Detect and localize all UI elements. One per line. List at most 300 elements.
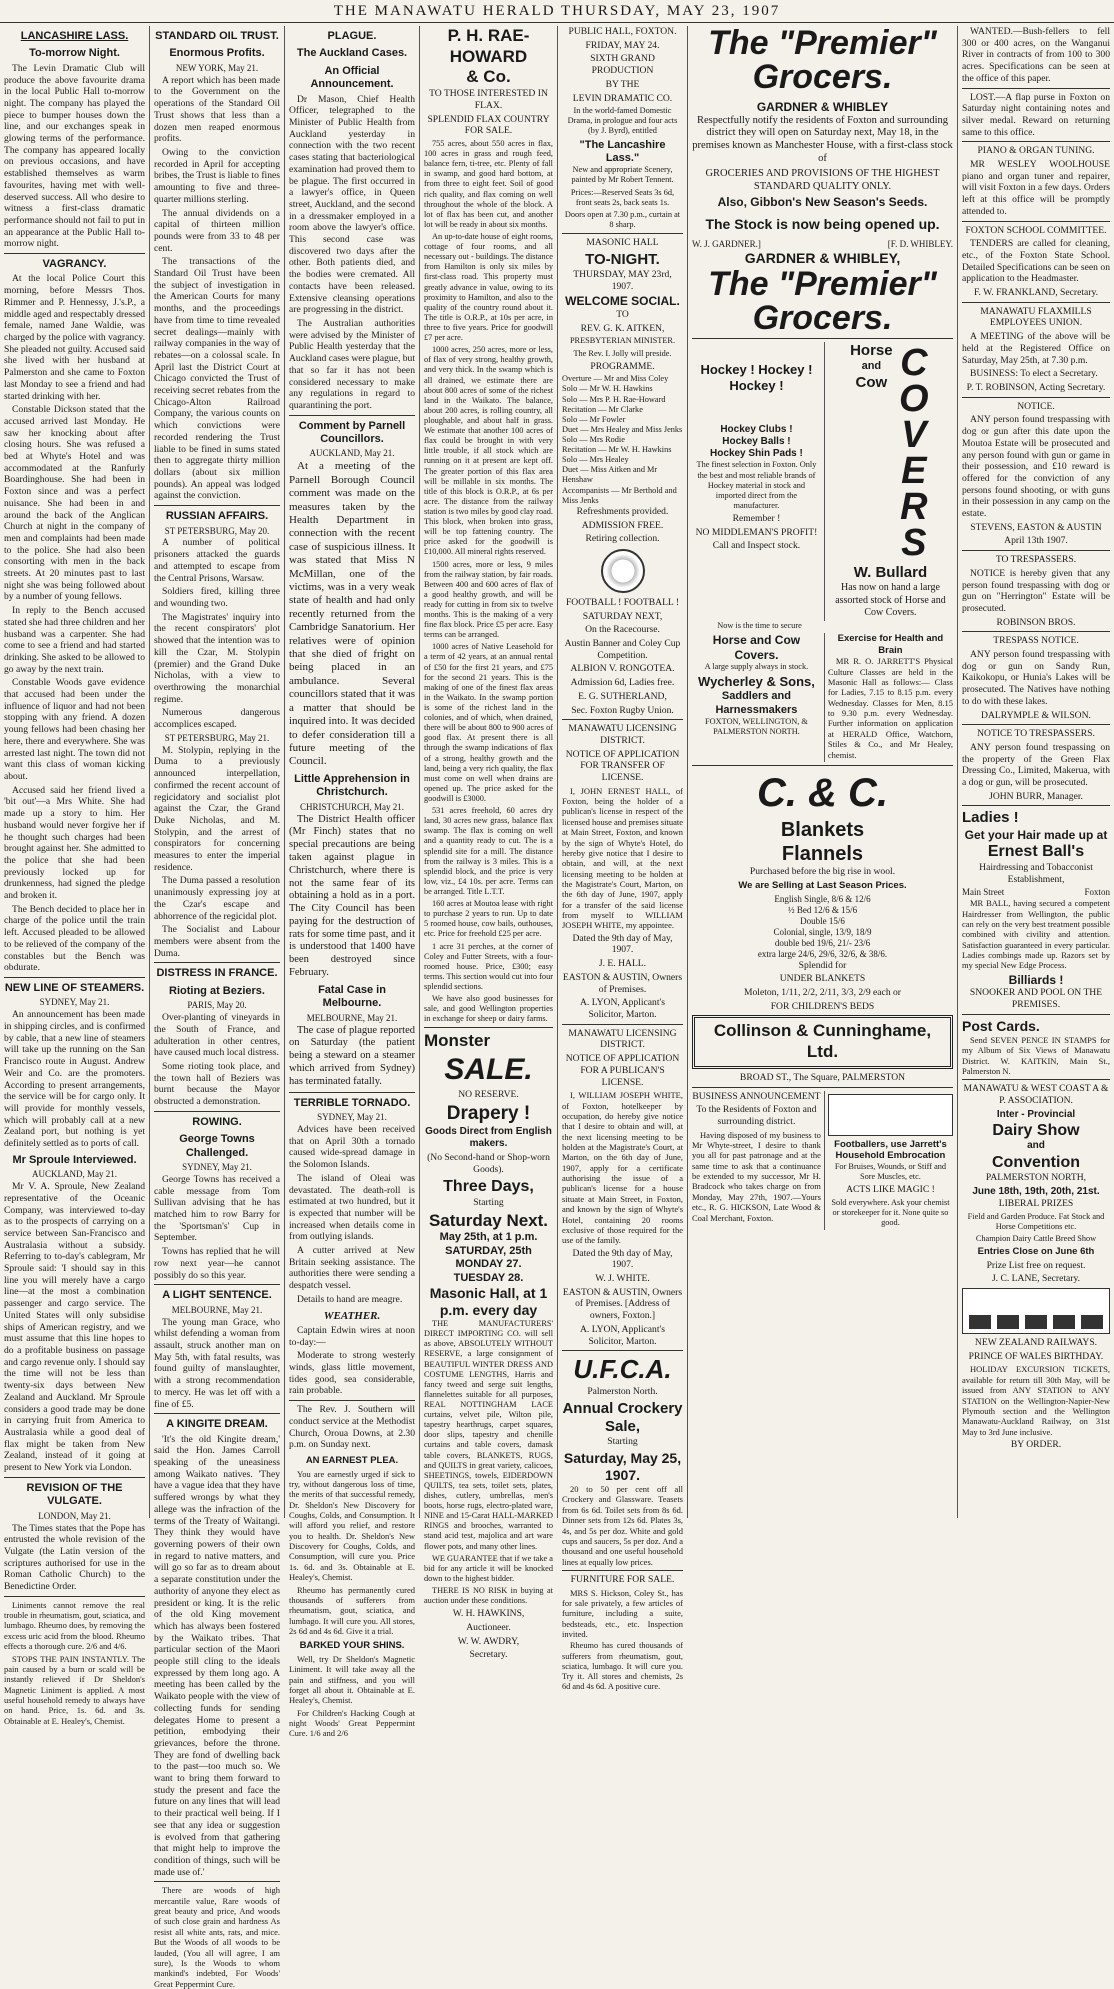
ad-text: FOOTBALL ! FOOTBALL ! [565, 596, 680, 608]
headline-tornado: TERRIBLE TORNADO. [293, 1096, 411, 1109]
ad-text: Sec. Foxton Rugby Union. [571, 704, 674, 716]
ad-text: ANY person found trespassing on the property of the Green Flax Dressing Co., Limited, Makerua, with a dog or gun, will be prosecuted. [962, 741, 1110, 789]
ad-text: EASTON & AUSTIN, Owners of Premises. [562, 971, 683, 995]
ad-and: and [861, 360, 882, 373]
ad-text: Liniments cannot remove the real trouble in rheumatism, gout, sciatica, and lumbago. Rheumo does, by removing the excess uric acid from the blood. Rheumo effects a thorough cure. 2/6 and 4/6. [4, 1599, 145, 1652]
ad-text: NO RESERVE. [458, 1088, 519, 1100]
divider [692, 765, 953, 766]
article-text: The Bench decided to place her in charge of the police until the train left. Accused pleaded to be allowed to be relieved of the company of the constables but the Bench was obdurate. [4, 903, 145, 974]
dateline: SYDNEY, May 21. [317, 1112, 387, 1123]
ad-satnext: Saturday Next. [428, 1210, 549, 1230]
divider [962, 221, 1110, 222]
price-item: double bed 19/6, 21/- 23/6 [774, 937, 871, 948]
article-text: The case of plague reported on Saturday (the patient being a steward on a steamer which arrived from Sydney) has terminated fatally. [289, 1024, 415, 1087]
headline-russia: RUSSIAN AFFAIRS. [165, 510, 269, 523]
ad-clubs: Hockey Clubs ! [720, 423, 793, 435]
ad-text: Respectfully notify the residents of Foxton and surrounding district they will open on Saturday next, May 18, in the premises known as Manchester House, with a first-class stock of [692, 114, 953, 165]
price-list [692, 894, 953, 960]
article-text: The District Health officer (Mr Finch) states that no special precautions are being taken against plague in Christchurch, where there is not the same fear of its obtaining a hold as in a port. The City Council has been paying for the destruction of rats for some time past, and it is understood that 1400 have been destroyed since February. [289, 813, 415, 979]
ad-text: W. J. WHITE. [595, 1273, 650, 1285]
column-7 [958, 26, 1114, 1518]
ad-text: Austin Banner and Coley Cup Competition. [564, 638, 681, 661]
divider [962, 1079, 1110, 1080]
article-text: The island of Oleai was devastated. The death-roll is estimated at two hundred, but it is expected that number will be increased when details come in from outlying islands. [289, 1172, 415, 1243]
ad-text: Has now on hand a large assorted stock of Horse and Cow Covers. [835, 582, 946, 618]
ad-text: W. W. AWDRY, [457, 1635, 520, 1647]
subhead-auckland: The Auckland Cases. [296, 47, 408, 60]
ad-monster: Monster [424, 1031, 491, 1051]
ad-text: NOTICE TO TRESPASSERS. [977, 728, 1095, 740]
headline-plea: AN EARNEST PLEA. [305, 1455, 399, 1466]
ad-text: SNOOKER AND POOL ON THE PREMISES. [969, 987, 1103, 1011]
ad-text: We have also good businesses for sale, and good Wellington properties in exchange for sheep or dairy farms. [424, 994, 553, 1024]
ad-drapery: Drapery ! [446, 1103, 531, 1125]
headline-oil: STANDARD OIL TRUST. [155, 30, 279, 42]
ad-text: ACTS LIKE MAGIC ! [846, 1183, 935, 1195]
ad-postcards: Post Cards. [962, 1017, 1040, 1034]
article-text: Advices have been received that on April 30th a tornado caused wide-spread damage in the Solomon Islands. [289, 1124, 415, 1171]
ad-ladies: Ladies ! [962, 809, 1019, 827]
ad-text: STEVENS, EASTON & AUSTIN [970, 521, 1102, 533]
ad-text: FURNITURE FOR SALE. [570, 1573, 675, 1585]
article-text: The Australian authorities were advised by the Minister of Public Health yesterday that the Auckland cases were plague, but that so far it has not been considered necessary to make any regulations in regard to quarantining the port. [289, 317, 416, 411]
price-item: ½ Bed 12/6 & 15/6 [787, 904, 858, 915]
ad-text: Having disposed of my business to Mr Whyte-street, I desire to thank you all for past patronage and at the same time to ask that a continuance be extended to my successor, Mr H. Bradcock who takes charge on from Monday, May 27th, 1907.—Yours etc., R. G. HICKSON, Late Wood & Coal Merchant, Foxton. [692, 1129, 821, 1223]
article-text: The Magistrates' inquiry into the recent conspirators' plot showed that the intention was to kill the Czar, M. Stolypin (premier) and the Grand Duke Nicholas, with a view to overthrowing the monarchial regime. [154, 611, 280, 705]
article-text: Soldiers fired, killing three and wounding two. [154, 586, 280, 609]
proprietors [692, 239, 953, 250]
wycherley-exercise-row [692, 633, 953, 762]
ad-text: ALBION V. RONGOTEA. [570, 663, 675, 675]
ad-text: TO THOSE INTERESTED IN FLAX. [429, 88, 548, 111]
ad-text: FOR CHILDREN'S BEDS [770, 1000, 875, 1012]
article-text: An announcement has been made in shipping circles, and is confirmed by cable, that a new line of steamers will take up the running on the San Francisco route in August. Andrew Weir and Co. are the promoters. According to present arrangements, the service will be for cargo only. It will provide for monthly vessels, which will probably call at a new Zealand port, but nothing is yet definitely settled as to ports of call. [4, 1009, 145, 1150]
ad-text: A. LYON, Applicant's Solicitor, Marton. [580, 1323, 665, 1347]
ad-text: 755 acres, about 550 acres in flax, 100 acres in grass and rough feed, balance fern, ti-tree, etc. Plenty of fall in swamp, and good hard bottom, at from three to eight feet. Soil of good rich quality, and flax coming on well throughout the whole of the block. A lot of flax has been cut, and another lot will be ready in about six months. [424, 139, 553, 229]
article-text: At a meeting of the Parnell Borough Council comment was made on the measures taken by the Health Department in connection with the recent case of suspicious illness. It was stated that Miss N McMillan, one of the victims, was in a very weak state of health and had only recently returned from the Cambridge Sanatorium. Her relatives were of opinion that she died of fright on being placed in an ambulance. Several councillors stated that it was a matter that should be inquired into. It was decided to defer consideration till a future meeting of the Council. [289, 460, 415, 768]
programme-item: Duet — Mrs Healey and Miss Jenks [562, 424, 683, 434]
ad-gardner: GARDNER & WHIBLEY [756, 100, 889, 114]
ad-shins: Hockey Shin Pads ! [710, 448, 803, 460]
ad-balls: Hockey Balls ! [722, 436, 791, 448]
ad-grocers-title-2: Grocers. [752, 299, 893, 338]
ad-annual: Annual Crockery Sale, [562, 1399, 683, 1435]
hockey-ad [692, 342, 825, 621]
ad-text: 1500 acres, more or less, 9 miles from the railway station, by fair roads. Between 400 and 600 acres of flax of a good healthy growth, and will be ready for cutting in from six to twelve months. This is the making of a very fine flax block. Price £5 per acre. Easy terms can be arranged. [424, 559, 553, 640]
article-text: A number of political prisoners attacked the guards and attempted to escape from the Central Prisons, Warsaw. [154, 537, 280, 584]
programme-item: Solo — Mrs Rodie [562, 435, 625, 445]
divider [562, 233, 683, 234]
ad-text: I, WILLIAM JOSEPH WHITE, of Foxton, hotelkeeper by occupation, do hereby give notice that I desire to obtain and will, at the next licensing meeting to be holden at the Magistrate's Court, at Marton, on the 6th day of June, 1907, apply for a certificate authorising the issue of a publican's license for a house situate at Main Street, in Foxton, and known by the sign of Whyte's Hotel, containing 20 rooms exclusive of those required for the use of the family. [562, 1090, 683, 1246]
ad-hockey: Hockey ! Hockey ! [700, 362, 813, 378]
ad-cc: C. & C. [756, 770, 889, 815]
ad-footballers: Footballers, use Jarrett's Household Embrocation [834, 1138, 947, 1162]
article-text: The Duma passed a resolution unanimously expressing joy at the Czar's escape and abhorrence of the regicidal plot. [154, 875, 280, 922]
article-text: The Times states that the Pope has entrusted the whole revision of the Vulgate (the Latin version of the scriptures authorised for use in the Roman Catholic Church) to the Benedictine Order. [4, 1522, 145, 1593]
ad-text: PROGRAMME. [590, 360, 655, 372]
ad-ball: Ernest Ball's [987, 843, 1085, 861]
ad-flannels: Flannels [781, 843, 864, 866]
ad-text: ROBINSON BROS. [996, 616, 1076, 628]
ad-text: A. LYON, Applicant's Solicitor, Marton. [580, 997, 665, 1020]
divider [289, 1400, 415, 1401]
ad-text: Send SEVEN PENCE IN STAMPS for my Album of Six Views of Manawatu District. W. KAITKIN, Main St., Palmerston N. [962, 1034, 1110, 1076]
embrocation-ad [825, 1091, 953, 1230]
ad-masonic: Masonic Hall, at 1 p.m. every day [429, 1284, 548, 1319]
column-4 [420, 26, 558, 1661]
ad-bullard: W. Bullard [853, 564, 928, 582]
ad-text: Rheumo has permanently cured thousands of sufferers from rheumatism, gout, sciatica, and lumbago. It will cure you. All stores, 2s 6d and 4s 6d. Give it a trial. [289, 1584, 415, 1636]
ad-premier-title: The "Premier" [708, 24, 937, 62]
ad-text: April 13th 1907. [1004, 535, 1068, 547]
business-foot-row [692, 1091, 953, 1230]
ad-text: JOHN BURR, Manager. [989, 790, 1083, 802]
ad-text: (No Second-hand or Shop-worn Goods). [427, 1152, 550, 1175]
article-text: At the local Police Court this morning, before Messrs Thos. Rimmer and P. Hennessy, J.'s.P., a middle aged and respectably dressed female, named Jane Waldie, was charged by the police with vagrancy. She pleaded not guilty. Accused said she lived with her husband at Palmerston and she came to Foxton last Monday to see a friend and had started drinking with her. [4, 273, 145, 402]
article-text: Details to hand are meagre. [297, 1293, 403, 1305]
dateline: CHRISTCHURCH, May 21. [299, 801, 404, 812]
ad-text: Starting [473, 1196, 504, 1208]
divider [692, 1087, 953, 1088]
headline-steamers: NEW LINE OF STEAMERS. [4, 981, 145, 994]
ad-text: ANY person found trespassing with dog or gun on Sandy Run, Kaikokopu, or Hunia's Lakes will be prosecuted. The Natives have nothing to do with these lakes. [962, 649, 1110, 707]
dateline: AUCKLAND, May 21. [32, 1169, 117, 1180]
dateline: AUCKLAND, May 21. [309, 448, 395, 459]
dateline: NEW YORK, May 21. [175, 62, 259, 73]
ad-text: FOXTON SCHOOL COMMITTEE. [965, 224, 1107, 236]
ad-text: PIANO & ORGAN TUNING. [977, 145, 1095, 157]
ad-text: P. T. ROBINSON, Acting Secretary. [966, 381, 1106, 393]
divider [962, 550, 1110, 551]
ad-text: Goods Direct from English makers. [425, 1125, 552, 1149]
ad-text: J. E. HALL. [598, 958, 647, 970]
masthead: THE MANAWATU HERALD THURSDAY, MAY 23, 1907 [0, 0, 1114, 23]
divider [962, 88, 1110, 89]
ad-text: TENDERS are called for cleaning, etc., of the Foxton State School. Detailed Specifications can be seen on application to the Headmaster. [962, 238, 1110, 285]
ad-text: Dated the 9th day of May, 1907. [572, 1247, 673, 1271]
ad-horse: Horse [850, 342, 893, 360]
ad-exercise: Exercise for Health and Brain [837, 633, 944, 656]
ad-text: BUSINESS ANNOUNCEMENT [692, 1090, 821, 1102]
ad-text: You are earnestly urged if sick to try, without dangerous loss of time, the merits of that successful remedy, Dr. Sheldon's New Discovery for Coughs, Colds, and Consumption. It will afford you relief, and restore you to health. Dr. Sheldon's New Discovery for Coughs, Colds, and Consumption, will cure you. Price 1s. 6d. and 3s. Obtainable at E. Healey's, Chemist. [289, 1468, 415, 1583]
ad-text: 1000 acres, 250 acres, more or less, of flax of very strong, healthy growth, and very thick. In the swamp which is all drained, we estimate there are about 800 acres of some of the richest land in the Waikato. The balance, about 200 acres, is rolling country, all ploughable, and about half in grass. We estimate that another 100 acres of flax could be brought in with very little trouble, if all stock which are running on it at present are kept off. The greater portion of this flax area will be millable in six months. The title of this block is O.R.P., at 6s per acre. The distance from the railway station is two miles by good clay road. This block, when broken into grass, will be top fattening country. The price asked for the goodwill is £10,000. All mineral rights reserved. [424, 345, 553, 557]
headline-barked: BARKED YOUR SHINS. [299, 1640, 405, 1652]
ad-text: EASTON & AUSTIN, Owners of Premises. [Address of owners, Foxton.] [562, 1286, 683, 1322]
ad-text: In the world-famed Domestic Drama, in prologue and four acts (by J. Byrd), entitled [567, 106, 678, 136]
ad-text: Field and Garden Produce. Fat Stock and Horse Competitions etc. [967, 1211, 1105, 1231]
ad-text: 1 acre 31 perches, at the corner of Coley and Futter Streets, with a four-roomed house. Price, £300; easy terms. This section would cut into four splendid sections. [424, 941, 553, 991]
headline-vulgate: REVISION OF THE VULGATE. [26, 1481, 123, 1508]
ad-text: Rheumo has cured thousands of sufferers from rheumatism, gout, sciatica, lumbago. It will cure you. Try it. All stores and chemists, 2s 6d and 4s 6d. A positive cure. [562, 1641, 683, 1691]
dateline: MELBOURNE, May 21. [306, 1012, 398, 1023]
ad-lancashire: "The Lancashire Lass." [579, 138, 666, 164]
ad-text: To the Residents of Foxton and surrounding district. [696, 1104, 817, 1127]
divider [962, 141, 1110, 142]
article-text: Towns has replied that he will row next year—he cannot possibly do so this year. [154, 1246, 280, 1281]
divider [154, 1111, 280, 1112]
headline-sentence: A LIGHT SENTENCE. [162, 1289, 272, 1302]
ad-dairy: Dairy Show [992, 1121, 1080, 1139]
address-row [962, 887, 1110, 898]
covers-ad [825, 342, 953, 621]
price-item: English Single, 8/6 & 12/6 [774, 893, 871, 904]
ad-text: MRS S. Hickson, Coley St., has for sale privately, a few articles of furniture, including a suite, bedsteads, etc., etc. Inspection invited. [562, 1587, 683, 1640]
hockey-covers-row [692, 342, 953, 621]
programme-list [562, 374, 683, 505]
subhead-towns: George Towns Challenged. [179, 1133, 255, 1159]
ad-text: NOTICE OF APPLICATION FOR A PUBLICAN'S LICENSE. [565, 1053, 680, 1088]
ad-text: TRESPASS NOTICE. [993, 635, 1079, 647]
ad-blankets: Blankets [780, 818, 865, 841]
ad-text: Splendid for [798, 959, 847, 971]
ad-may25: May 25th, at 1 p.m. [439, 1231, 538, 1244]
ad-hockey2: Hockey ! [729, 378, 784, 394]
ad-text: A large supply always in stock. [704, 662, 809, 672]
train-illustration [962, 1288, 1110, 1334]
ad-convention: Convention [992, 1153, 1080, 1171]
dateline: ST PETERSBURG, May 20. [164, 525, 270, 536]
headline-sproule: Mr Sproule Interviewed. [12, 1153, 137, 1166]
ad-text: MR BALL, having secured a competent Hairdresser from Wellington, the public can rely on the very best treatment possible combined with civility and attention. Satisfaction guaranteed in every particular. Ladies combings made up. Razors set by my special New Edge Process. [962, 898, 1110, 971]
subhead-profits: Enormous Profits. [169, 47, 265, 60]
proprietor-whibley: [F. D. WHIBLEY. [887, 239, 953, 250]
ad-wycherley: Wycherley & Sons, [698, 674, 815, 690]
column-2 [150, 26, 285, 1989]
divider [154, 962, 280, 963]
dateline: LONDON, May 21. [38, 1510, 111, 1521]
ad-text: W. H. HAWKINS, [452, 1608, 525, 1620]
ad-text: New and appropriate Scenery, painted by Mr Robert Tennent. [571, 165, 674, 185]
ad-text: Dated the 9th day of May, 1907. [572, 932, 673, 956]
ad-text: Admission 6d, Ladies free. [570, 677, 675, 689]
dateline: PARIS, May 20. [187, 1000, 247, 1011]
ad-stock: The Stock is now being opened up. [705, 216, 940, 233]
ad-text: PALMERSTON NORTH, [985, 1172, 1087, 1184]
ad-premier-title-2: The "Premier" [708, 265, 937, 304]
ad-text: ADMISSION FREE. [581, 519, 664, 531]
article-text: The transactions of the Standard Oil Trust have been the subject of investigation in the American Courts for many months, and the proceedings have from time to time revealed secret dealings—mainly with railway companies in the way of rebates—on a colossal scale. In April last the District Court at Chicago convicted the Trust of receiving secret rebates from the Chicago-Alton Railroad Company, the various counts on which convictions were recorded rendering the Trust liable to be fined in sums stated then to aggregate thirty million dollars (about six million pounds). An appeal was lodged against the conviction. [154, 256, 280, 502]
ad-text: TO [616, 309, 629, 321]
ad-text: MANAWATU & WEST COAST A & P. ASSOCIATION. [963, 1083, 1109, 1107]
ad-text: STOPS THE PAIN INSTANTLY. The pain caused by a burn or scald will be instantly relieved if Dr Sheldon's Magnetic Liniment is applied. A most useful household remedy to always have on hand. Price, 1s. 6d. and 3s. Obtainable at E. Healey's, Chemist. [4, 1653, 145, 1726]
ad-gibbons: Also, Gibbon's New Season's Seeds. [717, 195, 928, 210]
ad-text: 1000 acres of Native Leasehold for a term of 42 years, at an annual rental of £50 for the first 21 years, and £75 for the second 21 years. This is the making of one of the finest flax areas in the Waikato. In the swamp portion is some of the richest land in the colonies, and of which, when drained, there will be about 800 to 900 acres of good flax. At present there is all through the swamp indications of flax of a strong, healthy growth and the land, being a very rich quality, the flax must come on well when drains are opened up. The price asked for the goodwill is £3000. [424, 642, 553, 804]
ad-text: THERE IS NO RISK in buying at auction under these conditions. [424, 1585, 553, 1606]
article-text: Mr V. A. Sproule, New Zealand representative of the Oceanic Company, was interviewed to-day as to the prospects of carrying on a service between San-Francisco and Australasia without a subsidy. Referring to to-day's cablegram, Mr Sproule said: 'I should say in this line you will merely have a cargo line—at the most a combination passenger and cargo service. The United States will only subsidise ships of American registry, and we must assume that this line hopes to do a profitable business on passage and cargo revenue only. I should say the time will not be less than twenty-six days between New Zealand and Auckland. Mr Sproule considers a good trade may be done in carrying fruit from America to Australasia while a good deal of flax might be taken from New Zealand, instead of it going at present to New York via London. [4, 1181, 145, 1474]
headline-vagrancy: VAGRANCY. [42, 258, 107, 271]
proprietor-gardner: W. J. GARDNER.] [692, 239, 761, 250]
article-text: Constable Woods gave evidence that accused had been under the influence of liquor and had not been stopping with any friend. A dozen young fellows had been chasing her here, there and everywhere. She was arrested last night. The town did not want this class of woman kicking about. [4, 677, 145, 782]
ad-text: WE GUARANTEE that if we take a bid for any article it will be knocked down to the highest bidder. [424, 1553, 553, 1583]
subhead-beziers: Rioting at Beziers. [169, 984, 265, 997]
ad-text: PRESBYTERIAN MINISTER. [569, 336, 676, 346]
ad-grocers-title: Grocers. [752, 58, 893, 96]
address-street: Main Street [962, 887, 1005, 898]
headline-lancashire: LANCASHIRE LASS. [20, 30, 129, 42]
ad-text: Hairdressing and Tobacconist Establishment, [979, 861, 1093, 885]
column-1 [0, 26, 150, 1726]
divider [562, 1024, 683, 1025]
ad-text: 531 acres freehold, 60 acres dry land, 30 acres new grass, balance flax swamp. The flax is coming on well and a quantity ready to cut. The is a splendid site for a mill. The distance from the railway is 3 miles. This is a splendid block, and the price is very low, viz., £4 10s. per acre. Terms can be arranged. Title L.T.T. [424, 806, 553, 896]
ad-ufca: U.F.C.A. [573, 1354, 672, 1385]
programme-item: Solo — Mrs P. H. Rae-Howard [562, 394, 666, 404]
ad-threedays: Three Days, [443, 1178, 534, 1196]
ad-saddlers: Saddlers and Harnessmakers [715, 690, 798, 716]
ad-text: LIBERAL PRIZES [998, 1198, 1074, 1210]
divider [692, 338, 953, 339]
ad-gardner2: GARDNER & WHIBLEY, [744, 250, 901, 267]
ad-text: A MEETING of the above will be held at the Registered Office on Saturday, May 25th, at 7.30 p.m. [962, 331, 1110, 366]
ad-text: LOST.—A flap purse in Foxton on Saturday night containing notes and silver medal. Reward on returning same to this office. [962, 91, 1110, 138]
programme-item: Solo — Mr W. H. Hawkins [562, 384, 653, 394]
article-text: George Towns has received a cable message from Tom Sullivan advising that he has matched him to row Barry for the 'Sportsman's' Cup in September. [154, 1173, 280, 1244]
ad-text: Auctioneer. [466, 1621, 511, 1633]
ad-text: Moleton, 1/11, 2/2, 2/11, 3/3, 2/9 each or [743, 986, 902, 998]
article-text: Accused said her friend lived a 'bit out'—a Mrs White. She had made up a story to him. Her husband would never forgive her if he thought such charges had been brought against her. She admitted to the police that she had been previously locked up for drunkenness, had signed the pledge and broken it. [4, 784, 145, 902]
programme-item: Recitation — Mr Clarke [562, 404, 643, 414]
ad-text: MR R. O. JARRETT'S Physical Culture Classes are held in the Masonic Hall as follows:— Class for Ladies, 7.15 to 8.15 p.m. every Wednesday. Classes for Men, 8.15 to 9.30 p.m. every Wednesday. Further information on application at HERALD Office, Watchorn, Stiles & Co., and Mr Healey, chemist. [827, 656, 953, 760]
ad-text: MR WESLEY WOOLHOUSE piano and organ tuner and repairer, will visit Foxton in a few days. Orders left at this office will be promptly attended to. [962, 159, 1110, 217]
ad-text: NOTICE is hereby given that any person found trespassing with dog or gun on "Herrington" Estate will be prosecuted. [962, 567, 1110, 614]
divider [424, 1027, 553, 1028]
divider [962, 631, 1110, 632]
article-text: Over-planting of vineyards in the South of France, and adulteration in other centres, have caused much local distress. [154, 1012, 280, 1059]
divider [154, 1881, 280, 1882]
ad-tonight: TO-NIGHT. [585, 250, 660, 268]
ad-text: SATURDAY NEXT, [582, 610, 663, 622]
ad-text: Now is the time to secure [717, 621, 802, 631]
programme-item: Solo — Mrs Healey [562, 455, 629, 465]
ad-text: PUBLIC HALL, FOXTON. [568, 26, 677, 37]
ad-text: MASONIC HALL [586, 237, 659, 249]
ad-and: and [1027, 1140, 1045, 1152]
ad-text: The Rev. I. Jolly will preside. [573, 348, 672, 358]
ad-text: BY ORDER. [1010, 1439, 1062, 1450]
ad-covers: COVERS [892, 342, 935, 559]
covers-title [828, 342, 953, 558]
ad-text: BUSINESS: To elect a Secretary. [970, 368, 1098, 380]
headline-weather: WEATHER. [323, 1309, 381, 1322]
ad-text: F. W. FRANKLAND, Secretary. [973, 287, 1099, 299]
ad-text: Champion Dairy Cattle Breed Show [975, 1233, 1097, 1243]
subhead-tomorrow: To-morrow Night. [29, 47, 120, 60]
article-text: In reply to the Bench accused stated she had three children and her husband was a carpenter. She had come to see a friend and had started drinking. She asked to be allowed to go away by the next train. [4, 605, 145, 675]
ad-hair: Get your Hair made up at [964, 827, 1108, 842]
programme-item: Duet — Miss Aitken and Mr Henshaw [562, 465, 658, 485]
article-text: The Socialist and Labour members were absent from the Duma. [154, 924, 280, 959]
ad-text: FRIDAY, MAY 24. [585, 39, 660, 51]
business-ad [692, 1091, 825, 1230]
ad-inter: Inter - Provincial [996, 1108, 1076, 1120]
ad-text: THURSDAY, MAY 23rd, 1907. [573, 269, 672, 292]
headline-parnell: Comment by Parnell Councillors. [298, 419, 406, 446]
ad-text: I, JOHN ERNEST HALL, of Foxton, being the holder of a publican's license in respect of the licensed house and premises situate at Main Street, Foxton, and known by the sign of Whyte's Hotel, do hereby give notice that I desire to obtain, and will, at the next licensing meeting to be holden at the Magistrate's Court, Marton, on the 6th day of June, 1907, apply for a transfer of the said license from myself to WILLIAM JOSEPH WHITE, my appointee. [562, 785, 683, 931]
ad-text: We are Selling at Last Season Prices. [738, 880, 907, 892]
headline-kingite: A KINGITE DREAM. [166, 1418, 268, 1431]
ad-text: Purchased before the big rise in wool. [749, 866, 896, 878]
ad-text: MANAWATU FLAXMILLS EMPLOYEES UNION. [980, 305, 1092, 329]
ad-mon27: MONDAY 27. [455, 1258, 522, 1271]
article-text: The Rev. J. Southern will conduct service at the Methodist Church, Oroua Downs, at 2.30 p.m. on Sunday next. [289, 1404, 415, 1451]
ad-text: Prize List free on request. [986, 1259, 1086, 1271]
article-text: Owing to the conviction recorded in April for accepting bribes, the Trust is liable to fines amounting to five and three-quarter millions sterling. [154, 147, 280, 205]
ad-text: Sold everywhere. Ask your chemist or storekeeper for it. None quite so good. [831, 1197, 950, 1227]
ad-text: 20 to 50 per cent off all Crockery and Glassware. Teasets from 6s 6d. Toilet sets from 8s 6d. Dinner sets from 12s 6d. Plates 3s, 4s, and 5s per doz. White and gold cups and saucers, 5s per doz. And a thousand and one useful household lines at equally low prices. [562, 1484, 683, 1567]
ad-text: For Children's Hacking Cough at night Woods' Great Peppermint Cure. 1/6 and 2/6 [289, 1707, 415, 1739]
programme-item: Solo — Mr Fowler [562, 414, 626, 424]
ad-text: Secretary. [469, 1649, 508, 1661]
ad-collinson: Collinson & Cunninghame, Ltd. [692, 1015, 953, 1068]
covers-left [850, 342, 893, 392]
ad-text: DALRYMPLE & WILSON. [981, 709, 1091, 721]
divider [962, 397, 1110, 398]
ad-text: J. C. LANE, Secretary. [991, 1273, 1081, 1285]
article-text: Moderate to strong westerly winds, glass little movement, tides good, sea considerable, rain probable. [289, 1350, 415, 1397]
divider [4, 1477, 145, 1478]
headline-rowing: ROWING. [192, 1115, 242, 1128]
ad-text: NEW ZEALAND RAILWAYS. [974, 1337, 1098, 1349]
ad-horsecow: Horse and Cow Covers. [712, 633, 801, 662]
headline-apprehension: Little Apprehension in Christchurch. [294, 772, 410, 799]
ad-tue28: TUESDAY 28. [453, 1271, 524, 1284]
ad-text: E. G. SUTHERLAND, [578, 690, 667, 702]
divider [289, 415, 415, 416]
article-text: 'It's the old Kingite dream,' said the Hon. James Carroll speaking of the uneasiness among Waikato natives. 'They have a vague idea that they have suffered wrongs by what they allege was the infraction of the terms of the Treaty of Waitangi. They think they would have governing powers of their own in regard to native matters, and will go so far as to dream about a separate constitution under the authority of anyone they elect as president or king. It is the relic of the old King movement which has always been fostered by the Waikato tribes. That particular section of the Maori people still cling to the ideals expressed by them long ago. A meeting has been called by the Waikato people with the view of collecting funds for sending delegates Home to present a petition, embodying their grievances, before the throne. They are fond of dwelling back to the past—too much so. We want to bring them forward to study the present and face the future on any lines that will lead to their practical well being. If I see that any idea or suggestion is evolved from that gathering that might help to improve the condition of things, such will be made use of.' [154, 1433, 280, 1878]
article-text: Numerous dangerous accomplices escaped. [154, 707, 280, 731]
ad-text: ANY person found trespassing with dog or gun after this date upon the Moutoa Estate will be prosecuted and any person found with gun or game in their possession, and £10 reward is offered for the conviction of any persons found shooting, or with guns in their possession in any camp on the estate. [962, 414, 1110, 520]
ad-text: Well, try Dr Sheldon's Magnetic Liniment. It will take away all the pain and stiffness, and you will forget all about it. Obtainable at E. Healey's, Chemist. [289, 1653, 415, 1706]
ad-text: NOTICE. [1017, 400, 1055, 412]
column-5 [558, 26, 688, 1691]
headline-france: DISTRESS IN FRANCE. [156, 967, 278, 980]
ad-text: REV. G. K. AITKEN, [580, 322, 665, 334]
article-text: The Levin Dramatic Club will produce the above favourite drama in the local Public Hall to-morrow night. The company has played the piece to bumper houses down the line, and our exchanges speak in glowing terms of the performance. The company has appeared locally on previous occasions, and have established themselves as warm favourites, having met with well-deserved success. All who desire to witness a first-class dramatic performance should not fail to put in an appearance at the Public Hall to-morrow night. [4, 62, 145, 250]
ad-text: LEVIN DRAMATIC CO. [572, 92, 673, 104]
divider [562, 1570, 683, 1571]
divider [4, 253, 145, 254]
dateline: ST PETERSBURG, May 21. [164, 732, 270, 743]
ad-text: WANTED.—Bush-fellers to fell 300 or 400 acres, on the Wanganui River in contracts of from 100 to 300 acres. Specifications can be seen at the office of this paper. [962, 26, 1110, 84]
programme-item: Accompanists — Mr Berthold and Miss Jenks [562, 485, 677, 505]
dateline: SYDNEY, May 21. [182, 1161, 252, 1172]
article-text: The annual dividends on a capital of thirteen million pounds were from 33 to 48 per cent. [154, 207, 280, 254]
price-item: extra large 24/6, 29/6, 32/6, & 38/6. [757, 948, 888, 959]
price-item: Colonial, single, 13/9, 18/9 [773, 926, 872, 937]
divider [154, 505, 280, 506]
ad-text: Refreshments provided. [576, 505, 669, 517]
divider [4, 977, 145, 978]
ad-text: Retiring collection. [585, 533, 660, 545]
ad-text: MANAWATU LICENSING DISTRICT. [568, 723, 677, 746]
ad-cow: Cow [855, 373, 888, 391]
article-text: Constable Dickson stated that the accused arrived last Monday. He saw her knocking about after closing hours. She was refused a bed at Whyte's Hotel and was accommodated at the Ranfurly Boardinghouse. She had been in Foxton since and was a perfect nuisance. She had been in and around the back of the Anglican Church at night in the company of men and complaints had been made to the police. She had also been consorting with men in the back streets. At 20 minutes past to last night she was being followed about by a number of young fellows. [4, 404, 145, 603]
ad-text: NO MIDDLEMAN'S PROFIT! [695, 526, 818, 538]
article-text: A report which has been made to the Government on the operations of the Standard Oil Trust shows that less than a dozen men reaped enormous profits. [154, 74, 280, 145]
dateline: MELBOURNE, May 21. [171, 1304, 263, 1315]
ad-text: Prices:—Reserved Seats 3s 6d, front seats 2s, back seats 1s. [570, 187, 675, 207]
ad-text: There are woods of high mercantile value, Rare woods of great beauty and price, And woods of such close grain and hardness As resist all white ants, rats, and mice. But the Woods of all woods to be lauded, (You all will agree, I am sure), Is the Woods to whom mankind's indebted, For Woods' Great Peppermint Cure. [154, 1885, 280, 1989]
divider [962, 805, 1110, 806]
divider [154, 1413, 280, 1414]
ad-text: 160 acres at Moutoa lease with right to purchase 2 years to run. Up to date 5 roomed house, cow bails, outhouses, etc. Price for freehold £25 per acre. [424, 899, 553, 939]
article-text: M. Stolypin, replying in the Duma to a previously announced interpellation, confirmed the recent account of regicidatory and socialist plot against the Czar, the Grand Duke Nicholas, and M. Stolypin, and the arrest of conspirators for concerning measures to enter the imperial residence. [154, 744, 280, 873]
divider [562, 719, 683, 720]
article-text: Captain Edwin wires at noon to-day:— [289, 1324, 415, 1348]
ad-text: BROAD ST., The Square, PALMERSTON [739, 1071, 906, 1083]
ad-raehoward-co: & Co. [466, 67, 511, 87]
ad-text: Starting [607, 1436, 638, 1448]
headline-fatal: Fatal Case in Melbourne. [318, 983, 386, 1010]
